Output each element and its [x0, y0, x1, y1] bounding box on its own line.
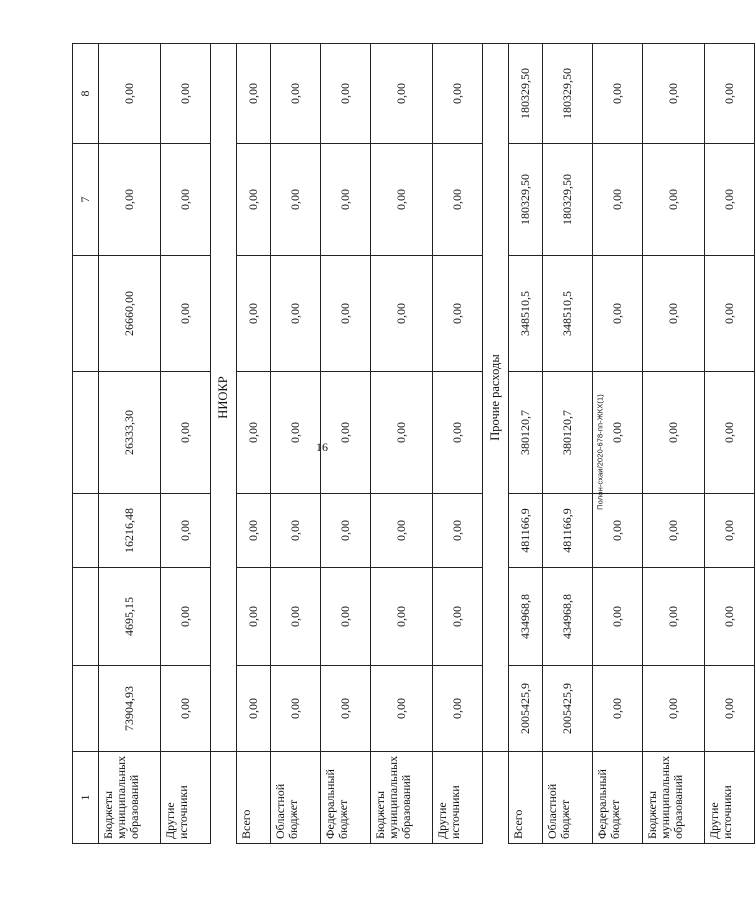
- value-cell: 0,00: [161, 372, 211, 494]
- value-cell: 380120,7: [543, 372, 593, 494]
- section-row: [211, 44, 237, 844]
- row-label: Бюджеты муниципальных образований: [643, 752, 705, 844]
- value-cell: 0,00: [371, 666, 433, 752]
- header-cell: [73, 372, 99, 494]
- value-cell: 0,00: [321, 666, 371, 752]
- value-cell: 0,00: [271, 494, 321, 568]
- table-row: [99, 44, 161, 844]
- table-row: [371, 44, 433, 844]
- value-cell: 0,00: [161, 256, 211, 372]
- value-cell: 0,00: [371, 372, 433, 494]
- value-cell: 0,00: [593, 494, 643, 568]
- value-cell: 0,00: [237, 494, 271, 568]
- value-cell: 0,00: [593, 372, 643, 494]
- value-cell: 0,00: [643, 44, 705, 144]
- value-cell: 4695,15: [99, 568, 161, 666]
- table-row: [433, 44, 483, 844]
- value-cell: 348510,5: [509, 256, 543, 372]
- value-cell: 0,00: [161, 494, 211, 568]
- header-cell: [73, 666, 99, 752]
- header-cell: [73, 494, 99, 568]
- value-cell: 0,00: [99, 144, 161, 256]
- table-row: [509, 44, 543, 844]
- value-cell: 0,00: [705, 144, 755, 256]
- value-cell: 0,00: [705, 666, 755, 752]
- value-cell: 0,00: [321, 144, 371, 256]
- value-cell: 0,00: [433, 666, 483, 752]
- value-cell: 0,00: [371, 568, 433, 666]
- row-label: Бюджеты муниципальных образований: [371, 752, 433, 844]
- header-cell: [73, 568, 99, 666]
- value-cell: 0,00: [271, 256, 321, 372]
- value-cell: 0,00: [237, 44, 271, 144]
- value-cell: 0,00: [321, 256, 371, 372]
- value-cell: 0,00: [593, 256, 643, 372]
- value-cell: 0,00: [237, 256, 271, 372]
- row-label: Бюджеты муниципальных образований: [99, 752, 161, 844]
- value-cell: 0,00: [271, 666, 321, 752]
- value-cell: 0,00: [237, 666, 271, 752]
- value-cell: 0,00: [705, 372, 755, 494]
- value-cell: 0,00: [433, 44, 483, 144]
- value-cell: 0,00: [371, 494, 433, 568]
- row-label: Областной бюджет: [271, 752, 321, 844]
- table-row: [543, 44, 593, 844]
- value-cell: 0,00: [371, 44, 433, 144]
- value-cell: 26660,00: [99, 256, 161, 372]
- value-cell: 0,00: [643, 256, 705, 372]
- value-cell: 0,00: [161, 666, 211, 752]
- section-spacer-cell: [483, 752, 509, 844]
- row-label: Федеральный бюджет: [593, 752, 643, 844]
- value-cell: 0,00: [237, 372, 271, 494]
- value-cell: 73904,93: [99, 666, 161, 752]
- value-cell: 2005425,9: [543, 666, 593, 752]
- table-row: [705, 44, 755, 844]
- table-header-row: [73, 44, 99, 844]
- table-row: [643, 44, 705, 844]
- value-cell: 0,00: [643, 372, 705, 494]
- value-cell: 0,00: [271, 372, 321, 494]
- value-cell: 0,00: [643, 494, 705, 568]
- value-cell: 0,00: [371, 256, 433, 372]
- value-cell: 26333,30: [99, 372, 161, 494]
- value-cell: 0,00: [593, 568, 643, 666]
- value-cell: 0,00: [161, 568, 211, 666]
- header-cell: [73, 256, 99, 372]
- value-cell: 0,00: [371, 144, 433, 256]
- value-cell: 0,00: [705, 44, 755, 144]
- value-cell: 0,00: [593, 666, 643, 752]
- value-cell: 0,00: [643, 568, 705, 666]
- header-cell: 1: [73, 752, 99, 844]
- value-cell: 0,00: [161, 44, 211, 144]
- value-cell: 434968,8: [509, 568, 543, 666]
- row-label: Всего: [509, 752, 543, 844]
- document-reference-text: Полон-схаи/2020-678-пп-ЖКХ(1): [595, 394, 605, 510]
- value-cell: 0,00: [593, 44, 643, 144]
- value-cell: 0,00: [271, 144, 321, 256]
- header-cell: 8: [73, 44, 99, 144]
- value-cell: 0,00: [321, 494, 371, 568]
- row-label: Всего: [237, 752, 271, 844]
- value-cell: 180329,50: [509, 44, 543, 144]
- value-cell: 0,00: [321, 44, 371, 144]
- value-cell: 380120,7: [509, 372, 543, 494]
- value-cell: 0,00: [705, 256, 755, 372]
- value-cell: 0,00: [433, 568, 483, 666]
- row-label: Другие источники: [433, 752, 483, 844]
- value-cell: 0,00: [271, 44, 321, 144]
- value-cell: 0,00: [433, 372, 483, 494]
- value-cell: 348510,5: [543, 256, 593, 372]
- value-cell: 0,00: [237, 144, 271, 256]
- value-cell: 0,00: [593, 144, 643, 256]
- value-cell: 180329,50: [543, 44, 593, 144]
- value-cell: 0,00: [433, 256, 483, 372]
- row-label: Другие источники: [705, 752, 755, 844]
- row-label: Другие источники: [161, 752, 211, 844]
- section-title: Прочие расходы: [483, 44, 509, 752]
- value-cell: 0,00: [705, 568, 755, 666]
- value-cell: 180329,50: [509, 144, 543, 256]
- value-cell: 0,00: [433, 494, 483, 568]
- table-row: [161, 44, 211, 844]
- value-cell: 16216,48: [99, 494, 161, 568]
- header-cell: 7: [73, 144, 99, 256]
- row-label: Областной бюджет: [543, 752, 593, 844]
- value-cell: 0,00: [643, 666, 705, 752]
- value-cell: 0,00: [321, 372, 371, 494]
- section-title: НИОКР: [211, 44, 237, 752]
- value-cell: 0,00: [705, 494, 755, 568]
- value-cell: 0,00: [321, 568, 371, 666]
- value-cell: 481166,9: [509, 494, 543, 568]
- value-cell: 180329,50: [543, 144, 593, 256]
- table-row: [321, 44, 371, 844]
- value-cell: 0,00: [271, 568, 321, 666]
- value-cell: 2005425,9: [509, 666, 543, 752]
- page-number: 16: [316, 440, 328, 454]
- section-row: [483, 44, 509, 844]
- funding-table: [72, 43, 755, 844]
- value-cell: 0,00: [237, 568, 271, 666]
- value-cell: 0,00: [99, 44, 161, 144]
- value-cell: 0,00: [643, 144, 705, 256]
- value-cell: 434968,8: [543, 568, 593, 666]
- table-row: [271, 44, 321, 844]
- section-spacer-cell: [211, 752, 237, 844]
- table-row: [593, 44, 643, 844]
- row-label: Федеральный бюджет: [321, 752, 371, 844]
- value-cell: 0,00: [433, 144, 483, 256]
- table-row: [237, 44, 271, 844]
- value-cell: 481166,9: [543, 494, 593, 568]
- value-cell: 0,00: [161, 144, 211, 256]
